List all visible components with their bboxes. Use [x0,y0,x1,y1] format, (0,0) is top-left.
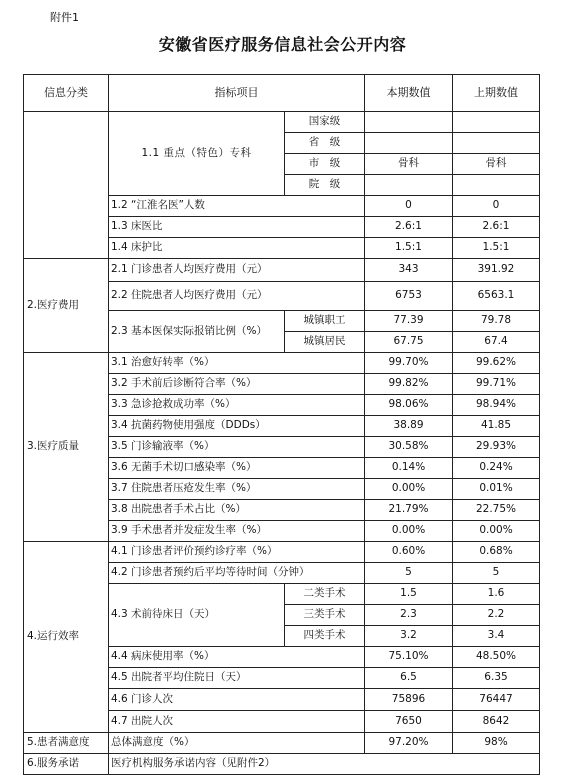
category-cell: 2.医疗费用 [24,259,109,353]
sub-label: 城镇职工 [285,311,365,332]
previous-value: 3.4 [453,626,540,647]
previous-value: 2.2 [453,605,540,626]
previous-value: 99.62% [453,353,540,374]
previous-value: 1.5:1 [453,238,540,259]
previous-value: 6563.1 [453,282,540,311]
previous-value: 0.24% [453,458,540,479]
info-table [23,74,540,775]
current-value: 0.00% [365,521,453,542]
indicator-label: 4.7 出院人次 [109,711,365,733]
current-value: 343 [365,259,453,282]
previous-value: 2.6:1 [453,217,540,238]
indicator-label: 3.2 手术前后诊断符合率（%） [109,374,365,395]
level-label: 院 级 [285,175,365,196]
page-title: 安徽省医疗服务信息社会公开内容 [158,35,407,54]
previous-value: 22.75% [453,500,540,521]
previous-value: 0.00% [453,521,540,542]
indicator-label: 3.7 住院患者压疮发生率（%） [109,479,365,500]
current-value: 3.2 [365,626,453,647]
indicator-label: 1.1 重点（特色）专科 [109,112,285,196]
previous-value: 0.68% [453,542,540,563]
current-value: 1.5 [365,584,453,605]
table-row [24,259,540,282]
current-value: 30.58% [365,437,453,458]
previous-value: 6.35 [453,668,540,689]
indicator-label: 2.3 基本医保实际报销比例（%） [109,311,285,353]
previous-value: 67.4 [453,332,540,353]
category-cell: 3.医疗质量 [24,353,109,542]
previous-value: 0.01% [453,479,540,500]
current-value: 0.60% [365,542,453,563]
current-value: 21.79% [365,500,453,521]
previous-value: 99.71% [453,374,540,395]
indicator-label: 3.3 急诊抢救成功率（%） [109,395,365,416]
current-value: 1.5:1 [365,238,453,259]
current-value: 67.75 [365,332,453,353]
current-value: 6.5 [365,668,453,689]
indicator-label: 3.4 抗菌药物使用强度（DDDs） [109,416,365,437]
current-value: 2.6:1 [365,217,453,238]
indicator-label: 4.1 门诊患者评价预约诊疗率（%） [109,542,365,563]
indicator-label: 4.2 门诊患者预约后平均等待时间（分钟） [109,563,365,584]
category-cell: 5.患者满意度 [24,733,109,754]
current-value: 6753 [365,282,453,311]
indicator-label: 3.5 门诊输液率（%） [109,437,365,458]
sub-label: 二类手术 [285,584,365,605]
header-current: 本期数值 [365,75,453,112]
current-value [365,133,453,154]
previous-value [453,175,540,196]
indicator-label: 3.8 出院患者手术占比（%） [109,500,365,521]
category-cell: 6.服务承诺 [24,754,109,775]
header-category: 信息分类 [24,75,109,112]
previous-value [453,133,540,154]
current-value: 97.20% [365,733,453,754]
indicator-label: 医疗机构服务承诺内容（见附件2） [109,754,540,775]
previous-value: 8642 [453,711,540,733]
category-cell: 4.运行效率 [24,542,109,733]
category-cell [24,112,109,259]
current-value: 98.06% [365,395,453,416]
current-value: 0.00% [365,479,453,500]
current-value: 38.89 [365,416,453,437]
indicator-label: 4.5 出院者平均住院日（天） [109,668,365,689]
indicator-label: 3.6 无菌手术切口感染率（%） [109,458,365,479]
indicator-label: 3.1 治愈好转率（%） [109,353,365,374]
current-value: 0 [365,196,453,217]
current-value: 99.82% [365,374,453,395]
previous-value: 骨科 [453,154,540,175]
previous-value: 41.85 [453,416,540,437]
header-indicator: 指标项目 [109,75,365,112]
previous-value: 79.78 [453,311,540,332]
current-value: 7650 [365,711,453,733]
current-value: 5 [365,563,453,584]
previous-value: 29.93% [453,437,540,458]
level-label: 省 级 [285,133,365,154]
current-value [365,175,453,196]
current-value: 99.70% [365,353,453,374]
previous-value: 98.94% [453,395,540,416]
previous-value: 5 [453,563,540,584]
previous-value: 391.92 [453,259,540,282]
indicator-label: 4.3 术前待床日（天） [109,584,285,647]
previous-value: 76447 [453,689,540,711]
indicator-label: 4.4 病床使用率（%） [109,647,365,668]
indicator-label: 2.1 门诊患者人均医疗费用（元） [109,259,365,282]
sub-label: 四类手术 [285,626,365,647]
sub-label: 三类手术 [285,605,365,626]
previous-value [453,112,540,133]
table-row [24,353,540,374]
header-row [24,75,540,112]
indicator-label: 3.9 手术患者并发症发生率（%） [109,521,365,542]
table-row [24,112,540,133]
indicator-label: 1.4 床护比 [109,238,365,259]
level-label: 国家级 [285,112,365,133]
current-value: 77.39 [365,311,453,332]
previous-value: 98% [453,733,540,754]
table-row [24,542,540,563]
indicator-label: 1.3 床医比 [109,217,365,238]
table-row [24,733,540,754]
indicator-label: 1.2 “江淮名医”人数 [109,196,365,217]
header-previous: 上期数值 [453,75,540,112]
current-value: 2.3 [365,605,453,626]
current-value: 75.10% [365,647,453,668]
level-label: 市 级 [285,154,365,175]
indicator-label: 2.2 住院患者人均医疗费用（元） [109,282,365,311]
current-value [365,112,453,133]
previous-value: 0 [453,196,540,217]
current-value: 骨科 [365,154,453,175]
current-value: 75896 [365,689,453,711]
sub-label: 城镇居民 [285,332,365,353]
indicator-label: 总体满意度（%） [109,733,365,754]
current-value: 0.14% [365,458,453,479]
previous-value: 48.50% [453,647,540,668]
previous-value: 1.6 [453,584,540,605]
indicator-label: 4.6 门诊人次 [109,689,365,711]
attachment-label: 附件1 [50,11,79,24]
table-row [24,754,540,775]
